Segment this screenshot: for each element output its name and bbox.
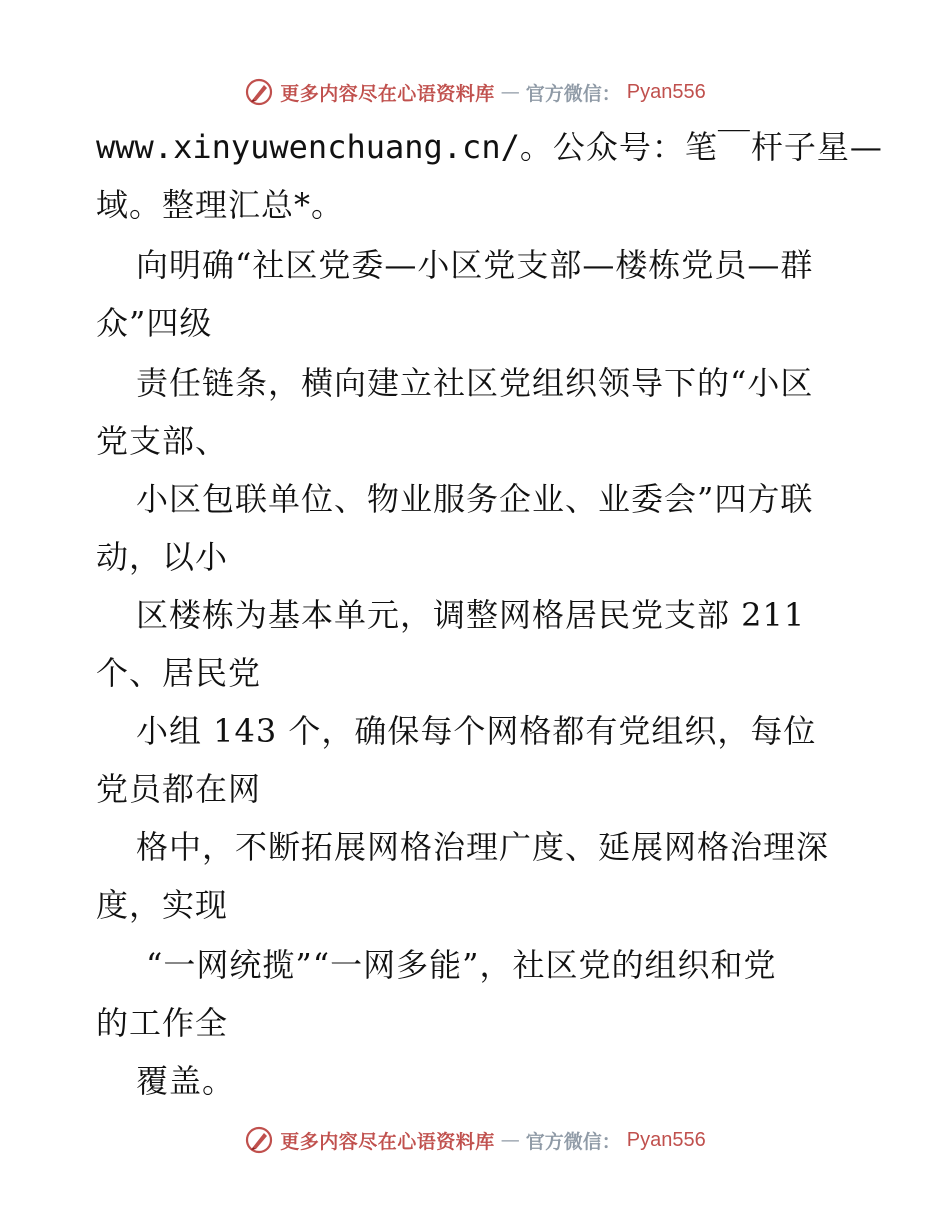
header-banner	[0, 72, 950, 112]
body-line-14: 度，实现	[96, 886, 229, 924]
banner-dash: —	[500, 1129, 520, 1151]
body-line-12: 党员都在网	[96, 770, 262, 808]
body-line-16: 的工作全	[96, 1004, 229, 1042]
banner-wechat-label: 官方微信：	[525, 1130, 621, 1153]
body-line-7: 小区包联单位、物业服务企业、业委会”四方联	[136, 480, 814, 518]
body-line-11: 小组 143 个，确保每个网格都有党组织，每位	[136, 712, 817, 750]
body-line-17: 覆盖。	[136, 1062, 236, 1100]
body-line-13: 格中，不断拓展网格治理广度、延展网格治理深	[136, 828, 830, 866]
body-line-10: 个、居民党	[96, 654, 262, 692]
source-url: www.xinyuwenchuang.cn/	[96, 128, 520, 166]
body-line-9: 区楼栋为基本单元，调整网格居民党支部 211	[136, 596, 806, 634]
footer-banner	[0, 1120, 950, 1160]
body-line-1: www.xinyuwenchuang.cn/。公众号：笔￣杆子星—	[96, 128, 883, 166]
banner-dash: —	[500, 81, 520, 103]
body-line-6: 党支部、	[96, 422, 229, 460]
pen-logo-icon	[244, 1125, 274, 1155]
body-line-3: 向明确“社区党委—小区党支部—楼栋党员—群	[136, 246, 814, 284]
banner-wechat-label: 官方微信：	[525, 82, 621, 105]
body-line-15: “一网统揽”“一网多能”，社区党的组织和党	[146, 946, 777, 984]
body-line-5: 责任链条，横向建立社区党组织领导下的“小区	[136, 364, 814, 402]
body-line-2: 域。整理汇总*。	[96, 186, 345, 224]
banner-wechat-id: Pyan556	[626, 80, 706, 103]
banner-title: 更多内容尽在心语资料库	[280, 82, 495, 105]
body-line-8: 动，以小	[96, 538, 229, 576]
pen-logo-icon	[244, 77, 274, 107]
body-line-4: 众”四级	[96, 304, 213, 342]
banner-title: 更多内容尽在心语资料库	[280, 1130, 495, 1153]
banner-wechat-id: Pyan556	[626, 1128, 706, 1151]
